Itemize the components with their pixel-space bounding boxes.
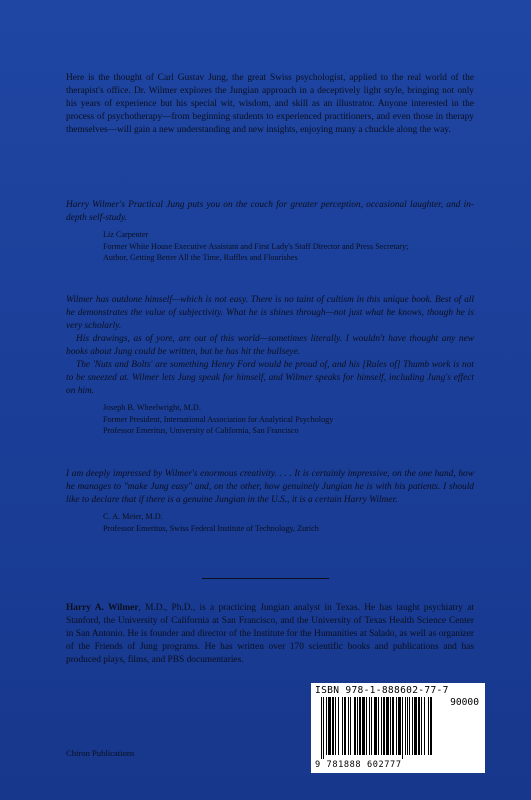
attribution-title: Former White House Executive Assistant and First Lady's Staff Director and Press Secretary; — [103, 241, 409, 251]
barcode-bar — [405, 697, 406, 755]
testimonial-carpenter — [66, 199, 474, 264]
attribution-title: Professor Emeritus, Swiss Federal Institute of Technology, Zurich — [103, 523, 319, 533]
quote-text: I am deeply impressed by Wilmer's enormous creativity. . . . It is certainly impressive, on the one hand, how he manages to "make Jung easy" and, on the other, how genuinely Jungian he is with his patients. I should like to declare that if there is a genuine Jungian in the U.S., it is a certain Harry Wilmer. — [66, 469, 474, 505]
barcode-bar — [344, 697, 346, 755]
testimonial-wheelwright — [66, 294, 474, 437]
isbn-label: ISBN 978-1-888602-77-7 — [315, 685, 449, 696]
barcode-bar — [332, 697, 334, 755]
barcode-bar — [392, 697, 394, 755]
quote-attribution — [103, 511, 474, 534]
barcode-bar — [418, 697, 420, 755]
attribution-name: Liz Carpenter — [103, 230, 149, 239]
attribution-title: Author, Getting Better All the Time, Ruffles and Flourishes — [103, 253, 298, 262]
barcode-bar — [374, 697, 377, 755]
barcode-bar — [357, 697, 358, 755]
barcode-bar — [407, 697, 408, 755]
barcode-bar — [430, 697, 432, 755]
attribution-title: Former President, International Association for Analytical Psychology — [103, 414, 334, 424]
barcode-bar — [366, 697, 367, 755]
barcode-bar — [362, 697, 365, 755]
author-bio — [66, 602, 474, 667]
intro-paragraph: Here is the thought of Carl Gustav Jung, the great Swiss psychologist, applied to the real world of the therapist's office. Dr. Wilmer explores the Jungian approach in a deceptively light style, bringing not only his years of experience but his special wit, wisdom, and skill as an illustrator. Anyone interested in the process of psychotherapy—from beginning students to experienced practitioners, and even those in therapy themselves—will gain a new understanding and new insights, enjoying many a chuckle along the way. — [66, 73, 474, 135]
quote-text: Wilmer has outdone himself—which is not easy. There is no taint of cultism in this unique book. Best of all he demonstrates the value of subjectivity. What he is shines through—not just what he knows, though he is very scholarly. — [66, 295, 474, 331]
publisher-name: Chiron Publications — [66, 748, 135, 758]
section-divider — [202, 578, 329, 579]
barcode-bar — [383, 697, 385, 755]
quote-attribution — [103, 229, 474, 264]
barcode-bar — [398, 697, 401, 755]
attribution-title: Professor Emeritus, University of California, San Francisco — [103, 426, 299, 435]
barcode-bar — [369, 697, 370, 755]
attribution-name: C. A. Meier, M.D. — [103, 512, 163, 521]
attribution-name: Joseph B. Wheelwright, M.D. — [103, 403, 201, 412]
barcode-bar — [402, 697, 403, 759]
barcode-bar — [323, 697, 324, 759]
barcode-bars — [321, 697, 433, 759]
barcode-bar — [328, 697, 331, 755]
barcode-bar — [428, 697, 429, 755]
barcode-bar — [338, 697, 339, 755]
barcode-bar — [409, 697, 410, 755]
quote-text: The 'Nuts and Bolts' are something Henry Ford would be proud of, and his [Rules of] Thumb work is not to be sneezed at. Wilmer lets Jung speak for himself, and Wilmer speaks for himself, including Jung's effect on him. — [66, 360, 474, 396]
barcode-bar — [321, 697, 322, 759]
ean-number: 9 781888 602777 — [315, 760, 402, 770]
barcode-bar — [326, 697, 327, 755]
barcode-bar — [354, 697, 356, 755]
barcode-bar — [424, 697, 425, 755]
barcode-bar — [342, 697, 343, 755]
barcode-bar — [390, 697, 391, 755]
barcode-bar — [348, 697, 349, 755]
barcode-bar — [386, 697, 389, 755]
quote-attribution — [103, 402, 474, 437]
barcode-bar — [335, 697, 336, 755]
testimonial-meier — [66, 468, 474, 534]
author-name: Harry A. Wilmer — [66, 603, 139, 613]
author-bio-text: , M.D., Ph.D., is a practicing Jungian analyst in Texas. He has taught psychiatry at Stanford, the University of California at San Francisco, and the University of Texas Health Science Center in San Antonio. He is founder and director of the Institute for the Humanities at Salado, as well as organizer of the Friends of Jung programs. He has written over 170 scientific books and publications and has produced plays, films, and PBS documentaries. — [66, 603, 474, 665]
barcode-bar — [350, 697, 351, 755]
price-code: 90000 — [450, 697, 479, 708]
barcode-bar — [371, 697, 372, 755]
barcode-bar — [396, 697, 397, 755]
quote-text: Harry Wilmer's Practical Jung puts you on the couch for greater perception, occasional laughter, and in-depth self-study. — [66, 200, 474, 223]
barcode-bar — [412, 697, 413, 755]
quote-text: His drawings, as of yore, are out of this world—sometimes literally. I wouldn't have thought any new books about Jung could be written, but he has hit the bullseye. — [66, 334, 474, 357]
barcode-bar — [421, 697, 422, 755]
barcode-bar — [381, 697, 382, 755]
barcode-bar — [359, 697, 361, 755]
barcode-bar — [378, 697, 379, 755]
barcode-box — [311, 683, 485, 773]
barcode-bar — [414, 697, 417, 755]
